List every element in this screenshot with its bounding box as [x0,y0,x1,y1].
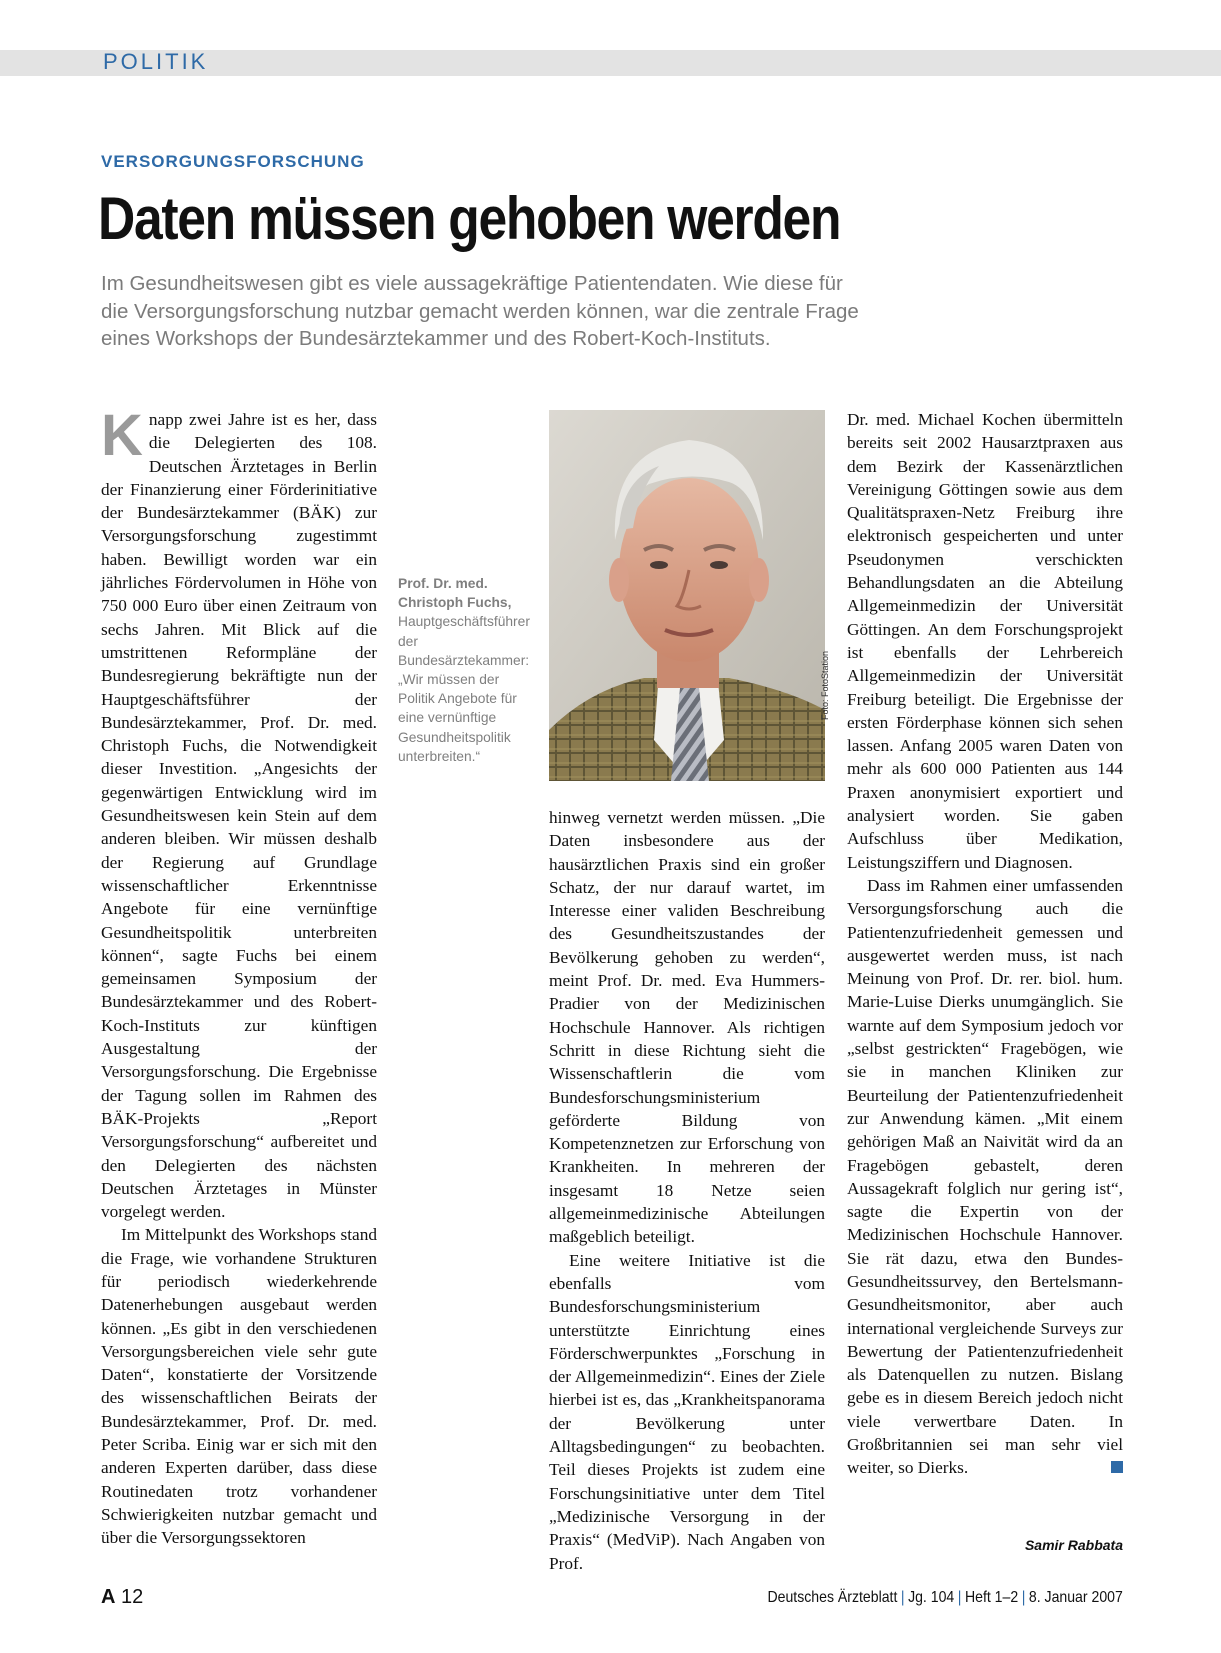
paragraph-text: Dass im Rahmen einer umfassenden Versorgungsforschung auch die Patientenzufriedenheit gemessen und ausgewertet werden muss, ist nach Meinung von Prof. Dr. rer. biol. hum. Marie-Luise Dierks unumgänglich. Sie warnte auf dem Symposium jedoch vor „selbst gestrickten“ Fragebögen, wie sie in manchen Kliniken zur Beurteilung der Patientenzufriedenheit zur Anwendung kämen. „Mit einem gehörigen Maß an Naivität wird da an Fragebögen gebastelt, deren Aussagekraft folglich nur gering ist“, sagte die Expertin von der Medizinischen Hochschule Hannover. Sie rät dazu, etwa den Bundes-Gesundheitssurvey, den Bertelsmann-Gesundheitsmonitor, aber auch international vergleichende Surveys zur Bewertung der Patientenzufriedenheit als Datenquellen zu nutzen. Bislang gebe es in diesem Bereich jedoch nicht viele verwertbare Daten. In Großbritannien sei man sehr viel weiter, so Dierks. [847,875,1123,1478]
footer-journal: Deutsches Ärzteblatt [767,1589,898,1606]
portrait-illustration [549,410,825,781]
paragraph: hinweg vernetzt werden müssen. „Die Daten insbesondere aus der hausärztlichen Praxis sind ein großer Schatz, der nur darauf wartet, im Interesse einer validen Beschreibung des Gesundheitszustandes der Bevölkerung gehoben zu werden“, meint Prof. Dr. med. Eva Hummers-Pradier von der Medizinischen Hochschule Hannover. Als richtigen Schritt in diese Richtung sieht die Wissenschaftlerin die vom Bundesforschungsministerium geförderte Bildung von Kompetenznetzen zur Erforschung von Krankheiten. In mehreren der insgesamt 18 Netze seien allgemeinmedizinische Abteilungen maßgeblich beteiligt. [549,808,825,1247]
footer-date: 8. Januar 2007 [1029,1589,1123,1606]
photo-credit: Foto: FotoStation [820,650,830,720]
body-column-1 [101,403,377,1550]
body-column-4 [847,408,1123,1480]
caption-name: Prof. Dr. med. Christoph Fuchs, [398,576,512,611]
paragraph-text: napp zwei Jahre ist es her, dass die Delegierten des 108. Deutschen Ärztetages in Berlin der Finanzierung einer Förderinitiative der Bundesärztekammer (BÄK) zur Versorgungsforschung zugestimmt haben. Bewilligt worden war ein jährliches Fördervolumen in Höhe von 750 000 Euro über einen Zeitraum von sechs Jahren. Mit Blick auf die umstrittenen Reformpläne der Bundesregierung bekräftigte nun der Hauptgeschäftsführer der Bundesärztekammer, Prof. Dr. med. Christoph Fuchs, die Notwendigkeit dieser Investition. „Angesichts der gegenwärtigen Entwicklung wird im Gesundheitswesen kein Stein auf dem anderen bleiben. Wir müssen deshalb der Regierung auf Grundlage wissenschaftlicher Erkenntnisse Angebote für eine vernünftige Gesundheitspolitik unterbreiten können“, sagte Fuchs bei einem gemeinsamen Symposium der Bundesärztekammer und des Robert-Koch-Instituts zur künftigen Ausgestaltung der Versorgungsforschung. Die Ergebnisse der Tagung sollen im Rahmen des BÄK-Projekts „Report Versorgungsforschung“ aufbereitet und den Delegierten des nächsten Deutschen Ärztetages in Münster vorgelegt werden. [101,410,377,1222]
lead-line: Im Gesundheitswesen gibt es viele aussagekräftige Patientendaten. Wie diese für [101,272,843,295]
body-column-3 [549,806,825,1575]
footer-issue: Heft 1–2 [965,1589,1019,1606]
page-number-value: 12 [121,1586,144,1608]
article-headline: Daten müssen gehoben werden [98,185,841,252]
end-square-icon [1111,1461,1123,1473]
photo-caption [398,574,530,766]
section-label: POLITIK [103,49,209,74]
paragraph: Eine weitere Initiative ist die ebenfalls vom Bundesforschungsministerium unterstützte Einrichtung eines Förderschwerpunktes „Forschung in der Allgemeinmedizin“. Eines der Ziele hierbei ist es, das „Krankheitspanorama der Bevölkerung unter Alltagsbedingungen“ zu beobachten. Teil dieses Projekts ist zudem eine Forschungsinitiative unter dem Titel „Medizinische Versorgung in der Praxis“ (MedViP). Nach Angaben von Prof. [549,1250,825,1573]
article-kicker: VERSORGUNGSFORSCHUNG [101,152,365,171]
footer-volume: Jg. 104 [908,1589,955,1606]
caption-text: Hauptgeschäftsführer der Bundesärztekammer: „Wir müssen der Politik Angebote für eine vernünftige Gesundheitspolitik unterbreiten.“ [398,614,530,764]
lead-line: eines Workshops der Bundesärztekammer und des Robert-Koch-Instituts. [101,327,771,350]
paragraph: Dr. med. Michael Kochen übermitteln bereits seit 2002 Hausarztpraxen aus dem Bezirk der Kassenärztlichen Vereinigung Göttingen sowie aus dem Qualitätspraxen-Netz Freiburg ihre elektronisch gespeicherten und unter Pseudonymen verschickten Behandlungsdaten an die Abteilung Allgemeinmedizin der Universität Göttingen. An dem Forschungsprojekt ist ebenfalls der Lehrbereich Allgemeinmedizin der Universität Freiburg beteiligt. Die Ergebnisse der ersten Förderphase können sich sehen lassen. Anfang 2005 waren Daten von mehr als 600 000 Patienten aus 144 Praxen anonymisiert exportiert und analysiert worden. Sie gaben Aufschluss über Medikation, Leistungsziffern und Diagnosen. [847,410,1123,872]
footer-separator: | [1021,1589,1026,1606]
footer-separator: | [957,1589,962,1606]
footer-separator: | [901,1589,905,1606]
lead-line: die Versorgungsforschung nutzbar gemacht werden können, war die zentrale Frage [101,299,859,323]
drop-cap: K [101,403,143,468]
paragraph: Im Mittelpunkt des Workshops stand die Frage, wie vorhandene Strukturen für periodisch wiederkehrende Datenerhebungen ausgebaut werden können. „Es gibt in den verschiedenen Versorgungsbereichen viele sehr gute Daten“, konstatierte der Vorsitzende des wissenschaftlichen Beirats der Bundesärztekammer, Prof. Dr. med. Peter Scriba. Einig war er sich mit den anderen Experten darüber, dass diese Routinedaten trotz vorhandener Schwierigkeiten nutzbar gemacht und über die Versorgungssektoren [101,1225,377,1548]
article-lead [101,270,1001,353]
page-prefix: A [101,1586,116,1608]
paragraph [101,403,377,1223]
portrait-photo [549,410,825,781]
author-byline: Samir Rabbata [1024,1537,1123,1553]
page-number [101,1586,143,1609]
footer-citation [768,1589,1123,1607]
paragraph [847,874,1123,1480]
